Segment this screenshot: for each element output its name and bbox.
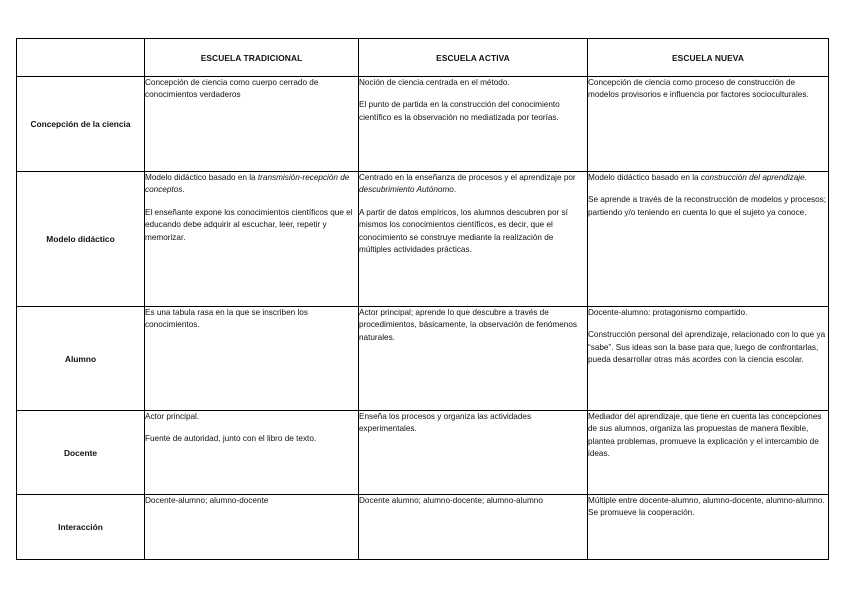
row-label-modelo-didactico: Modelo didáctico	[17, 172, 145, 307]
cell-text: Docente-alumno; alumno-docente	[145, 496, 269, 505]
cell-alumno-activa	[359, 307, 588, 411]
cell-interaccion-activa	[359, 495, 588, 560]
cell-text: A partir de datos empíricos, los alumnos descubren por sí mismos los conocimientos científicos, es decir, que el conocimiento se construye mediante la realización de múltiples actividades prácticas.	[359, 207, 568, 255]
row-alumno	[17, 307, 829, 411]
cell-concepcion-tradicional	[145, 77, 359, 172]
cell-text: Enseña los procesos y organiza las actividades experimentales.	[359, 412, 532, 434]
row-label-docente: Docente	[17, 411, 145, 495]
cell-text: Múltiple entre docente-alumno, alumno-docente, alumno-alumno. Se promueve la cooperación.	[588, 496, 825, 518]
cell-text: Noción de ciencia centrada en el método.	[359, 78, 510, 87]
cell-modelo-activa	[359, 172, 588, 307]
header-escuela-activa: ESCUELA ACTIVA	[359, 39, 588, 77]
cell-text: El enseñante expone los conocimientos científicos que el educando debe adquirir al escuchar, leer, repetir y memorizar.	[145, 207, 353, 242]
cell-alumno-tradicional	[145, 307, 359, 411]
row-docente	[17, 411, 829, 495]
cell-alumno-nueva	[588, 307, 829, 411]
header-escuela-nueva: ESCUELA NUEVA	[588, 39, 829, 77]
cell-interaccion-nueva	[588, 495, 829, 560]
row-label-alumno: Alumno	[17, 307, 145, 411]
cell-text: Docente alumno; alumno-docente; alumno-alumno	[359, 496, 543, 505]
cell-text: Centrado en la enseñanza de procesos y el aprendizaje por descubrimiento Autónomo.	[359, 173, 576, 195]
cell-text: Construcción personal del aprendizaje, relacionado con lo que ya “sabe”. Sus ideas son la base para que, luego de confrontarlas, pueda desarrollar otras más acordes con la ciencia escolar.	[588, 330, 826, 365]
cell-text: Fuente de autoridad, junto con el libro de texto.	[145, 434, 317, 444]
cell-text: Actor principal; aprende lo que descubre a través de procedimientos, básicamente, la observación de fenómenos naturales.	[359, 308, 578, 342]
cell-modelo-nueva	[588, 172, 829, 307]
cell-docente-activa	[359, 411, 588, 495]
cell-concepcion-nueva	[588, 77, 829, 172]
cell-text: Concepción de ciencia como cuerpo cerrado de conocimientos verdaderos	[145, 78, 319, 100]
cell-text: Actor principal.	[145, 412, 200, 421]
cell-text: Mediador del aprendizaje, que tiene en cuenta las concepciones de sus alumnos, organiza las propuestas de manera flexible, plantea problemas, promueve la explicación y el intercambio de ideas.	[588, 412, 822, 459]
row-modelo-didactico	[17, 172, 829, 307]
row-concepcion-ciencia	[17, 77, 829, 172]
cell-docente-tradicional	[145, 411, 359, 495]
cell-modelo-tradicional	[145, 172, 359, 307]
cell-text: Se aprende a través de la reconstrucción de modelos y procesos; partiendo y/o teniendo en cuenta lo que el sujeto ya conoce.	[588, 195, 827, 217]
cell-text: Docente-alumno: protagonismo compartido.	[588, 308, 748, 317]
header-empty-cell	[17, 39, 145, 77]
cell-interaccion-tradicional	[145, 495, 359, 560]
cell-text: Modelo didáctico basado en la construcción del aprendizaje.	[588, 173, 807, 182]
italic-term: descubrimiento Autónomo	[359, 185, 454, 195]
comparison-table	[16, 38, 829, 560]
cell-docente-nueva	[588, 411, 829, 495]
cell-text: Modelo didáctico basado en la transmisión-recepción de conceptos.	[145, 173, 350, 195]
row-label-concepcion-ciencia: Concepción de la ciencia	[17, 77, 145, 172]
header-escuela-tradicional: ESCUELA TRADICIONAL	[145, 39, 359, 77]
row-interaccion	[17, 495, 829, 560]
cell-text: Es una tabula rasa en la que se inscriben los conocimientos.	[145, 308, 308, 330]
header-row	[17, 39, 829, 77]
italic-term: construcción del aprendizaje	[700, 173, 805, 182]
cell-text: Concepción de ciencia como proceso de construcción de modelos provisorios e influencia por factores socioculturales.	[588, 78, 809, 100]
cell-concepcion-activa	[359, 77, 588, 172]
cell-text: El punto de partida en la construcción del conocimiento científico es la observación no mediatizada por teorías.	[359, 100, 560, 122]
row-label-interaccion: Interacción	[17, 495, 145, 560]
italic-term: transmisión-recepción de conceptos	[145, 173, 350, 195]
